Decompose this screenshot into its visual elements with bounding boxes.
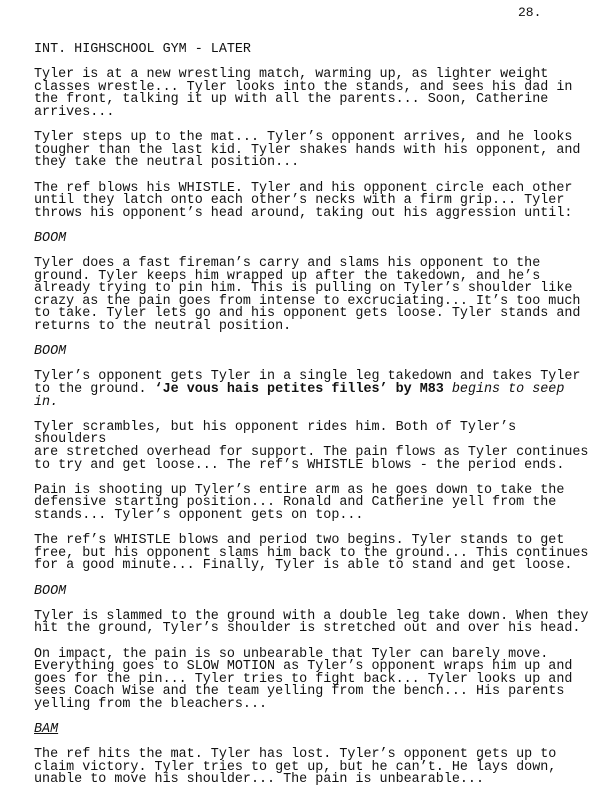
action-paragraph: The ref hits the mat. Tyler has lost. Tyler’s opponent gets up to claim victory. Tyler tries to get up, but he can’t. He lays down, unable to move his shoulder... The pain is unbearable... bbox=[34, 747, 557, 788]
action-paragraph: Tyler does a fast fireman’s carry and slams his opponent to the ground. Tyler keeps him wrapped up after the takedown, and he’s already trying to pin him. This is pulling on Tyler’s shoulder like crazy as the pain goes from intense to excruciating... It’s too much to take. Tyler lets go and his opponent gets loose. Tyler stands and returns to the neutral position. bbox=[34, 256, 581, 335]
sound-cue: BOOM bbox=[34, 583, 67, 599]
action-paragraph: Tyler is at a new wrestling match, warming up, as lighter weight classes wrestle... Tyler looks into the stands, and sees his dad in the front, talking it up with all the parents... Soon, Catherine arrives... bbox=[34, 67, 573, 120]
action-paragraph: The ref blows his WHISTLE. Tyler and his opponent circle each other until they latch onto each other’s necks with a firm grip... Tyler throws his opponent’s head around, taking out his aggression until: bbox=[34, 180, 573, 221]
script-body bbox=[34, 44, 594, 800]
action-paragraph: Tyler steps up to the mat... Tyler’s opponent arrives, and he looks tougher than the last kid. Tyler shakes hands with his opponent, and they take the neutral position... bbox=[34, 130, 581, 171]
action-paragraph: The ref’s WHISTLE blows and period two begins. Tyler stands to get free, but his opponent slams him back to the ground... This continues for a good minute... Finally, Tyler is able to stand and get loose. bbox=[34, 533, 589, 574]
action-text: Tyler’s opponent gets Tyler in a single leg takedown and takes Tyler to the ground. bbox=[34, 369, 581, 398]
sound-cue: BAM bbox=[34, 722, 59, 738]
action-paragraph-with-music-cue bbox=[34, 371, 594, 409]
sound-cue: BOOM bbox=[34, 230, 67, 246]
action-paragraph: Pain is shooting up Tyler’s entire arm as he goes down to take the defensive starting position... Ronald and Catherine yell from the stands... Tyler’s opponent gets on top... bbox=[34, 482, 565, 523]
page-number: 28. bbox=[518, 5, 542, 20]
action-paragraph: Tyler is slammed to the ground with a double leg take down. When they hit the ground, Tyler’s shoulder is stretched out and over his head. bbox=[34, 608, 589, 637]
action-paragraph: On impact, the pain is so unbearable that Tyler can barely move. Everything goes to SLOW MOTION as Tyler’s opponent wraps him up and goes for the pin... Tyler tries to fight back... Tyler looks up and sees Coach Wise and the team yelling from the bench... His parents yelling from the bleachers... bbox=[34, 646, 573, 712]
music-cue-direction: begins to seep in. bbox=[34, 382, 573, 410]
music-cue: ‘Je vous hais petites filles’ by M83 bbox=[154, 382, 444, 398]
sound-cue: BOOM bbox=[34, 344, 67, 360]
scene-heading: INT. HIGHSCHOOL GYM - LATER bbox=[34, 42, 251, 57]
action-paragraph: Tyler scrambles, but his opponent rides him. Both of Tyler’s shoulders are stretched overhead for support. The pain flows as Tyler continues to try and get loose... The ref’s WHISTLE blows - the period ends. bbox=[34, 419, 589, 473]
